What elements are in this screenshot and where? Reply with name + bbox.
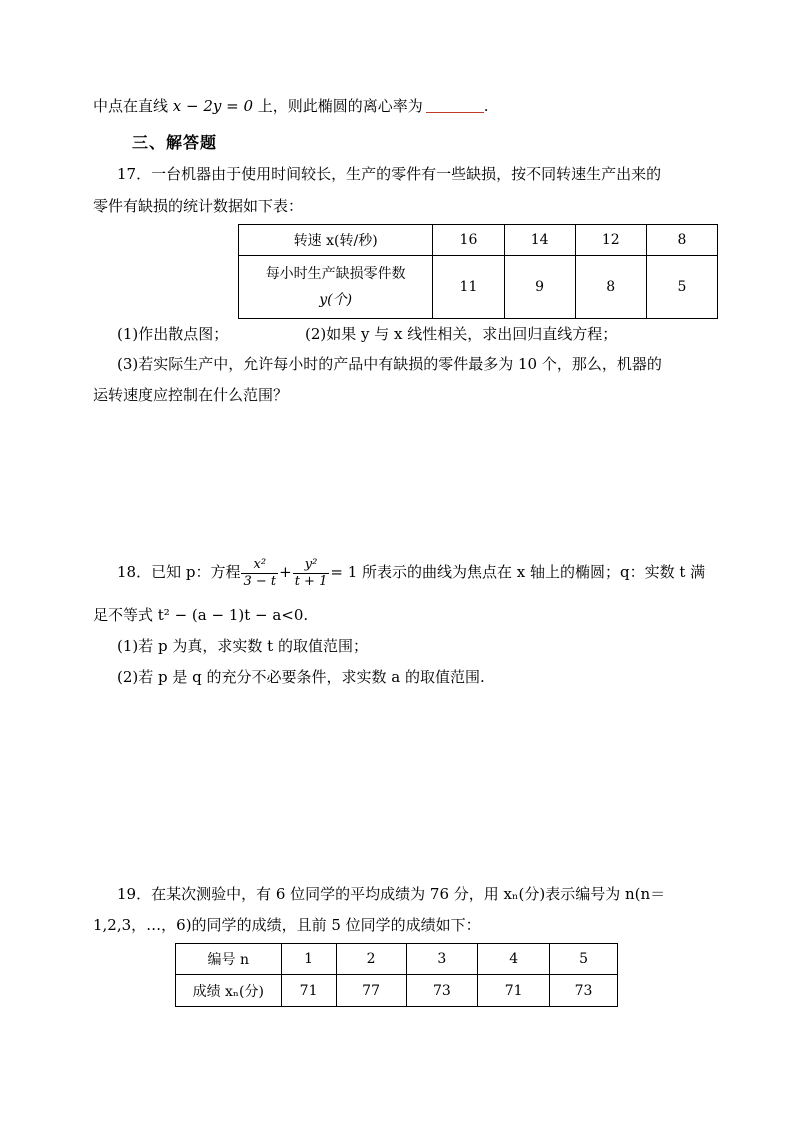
q17-part3-line2: 运转速度应控制在什么范围？ [93, 386, 289, 404]
q19-row1-label: 编号 n [176, 944, 282, 975]
q17-cell: 8 [575, 256, 646, 319]
q17-line2: 零件有缺损的统计数据如下表： [93, 197, 304, 215]
fraction-y [293, 557, 330, 590]
q19-cell: 1 [281, 944, 336, 975]
q19-row2-label: 成绩 xₙ(分) [176, 975, 282, 1007]
q18-condition: = 1 所表示的曲线为焦点在 x 轴上的椭圆；q：实数 t 满 [330, 563, 706, 581]
q19-cell: 3 [406, 944, 478, 975]
q18-part2: (2)若 p 是 q 的充分不必要条件，求实数 a 的取值范围. [117, 668, 485, 686]
q17-row1-label: 转速 x(转/秒) [239, 225, 433, 256]
fraction-numerator: y² [293, 557, 330, 574]
q19-cell: 73 [406, 975, 478, 1007]
q19-cell: 2 [336, 944, 406, 975]
ellipse-question-line [93, 95, 489, 116]
q17-cell: 8 [646, 225, 717, 256]
q17-line1: 17．一台机器由于使用时间较长，生产的零件有一些缺损，按不同转速生产出来的 [117, 165, 662, 183]
fraction-numerator: x² [241, 557, 278, 574]
fraction-denominator: 3 − t [243, 573, 277, 589]
section-heading: 三、解答题 [132, 133, 218, 152]
q17-part3-line1: (3)若实际生产中，允许每小时的产品中有缺损的零件最多为 10 个，那么，机器的 [117, 355, 662, 373]
period: . [483, 97, 489, 115]
q17-row2-label [239, 256, 433, 319]
q17-part1: (1)作出散点图； [117, 325, 229, 343]
q19-cell: 77 [336, 975, 406, 1007]
q18-part1: (1)若 p 为真，求实数 t 的取值范围； [117, 637, 368, 655]
line-text: 中点在直线 [93, 97, 173, 115]
q19-cell: 73 [550, 975, 618, 1007]
q17-cell: 12 [575, 225, 646, 256]
fraction-x [241, 557, 278, 590]
q18-intro: 18．已知 p：方程 [117, 563, 241, 581]
q19-line1: 19．在某次测验中，有 6 位同学的平均成绩为 76 分，用 xₙ(分)表示编号为 n(n＝ [117, 885, 666, 903]
q17-cell: 11 [433, 256, 504, 319]
line-equation: x − 2y = 0 [172, 97, 254, 115]
line-text: 上，则此椭圆的离心率为 [253, 97, 423, 115]
plus-sign: + [279, 563, 292, 581]
q19-line2: 1,2,3，…，6)的同学的成绩，且前 5 位同学的成绩如下： [93, 916, 481, 934]
q19-table [175, 943, 618, 1007]
q19-cell: 71 [281, 975, 336, 1007]
answer-blank[interactable] [426, 98, 484, 113]
q17-cell: 5 [646, 256, 717, 319]
q17-cell: 9 [504, 256, 575, 319]
q17-table [238, 224, 718, 319]
q17-cell: 14 [504, 225, 575, 256]
q17-row2-label-line2: y(个) [319, 292, 353, 308]
q19-cell: 4 [478, 944, 550, 975]
q17-cell: 16 [433, 225, 504, 256]
q18-line1 [117, 553, 705, 591]
fraction-denominator: t + 1 [294, 573, 328, 589]
q17-part2: (2)如果 y 与 x 线性相关，求出回归直线方程； [305, 325, 618, 343]
q18-line2: 足不等式 t² − (a − 1)t − a<0. [93, 606, 309, 624]
q19-cell: 5 [550, 944, 618, 975]
q19-cell: 71 [478, 975, 550, 1007]
q17-row2-label-line1: 每小时生产缺损零件数 [265, 266, 406, 282]
